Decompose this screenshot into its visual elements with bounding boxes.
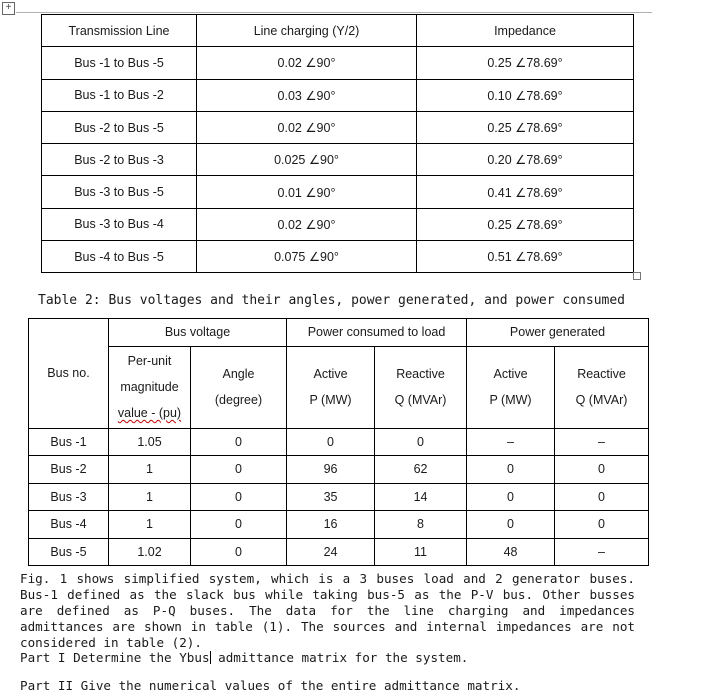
bus-name: Bus -1 xyxy=(29,428,109,456)
reactive-consumed-line1: Reactive xyxy=(396,367,445,381)
bus-p-load: 0 xyxy=(287,428,375,456)
header-line-charging: Line charging (Y/2) xyxy=(197,15,417,47)
bus-voltage: 1 xyxy=(109,511,191,539)
angle-line2: (degree) xyxy=(214,393,263,407)
bus-q-load: 62 xyxy=(375,456,467,484)
bus-voltage: 1 xyxy=(109,456,191,484)
table-row xyxy=(29,456,649,484)
bus-p-gen: 0 xyxy=(467,483,555,511)
header-transmission-line: Transmission Line xyxy=(42,15,197,47)
bus-p-gen: 0 xyxy=(467,511,555,539)
bus-name: Bus -3 xyxy=(29,483,109,511)
line-charging: 0.025 ∠90° xyxy=(197,144,417,176)
header-reactive-generated xyxy=(555,346,649,428)
table-row xyxy=(29,483,649,511)
bus-name: Bus -2 xyxy=(29,456,109,484)
line-charging: 0.075 ∠90° xyxy=(197,241,417,273)
bus-voltage: 1 xyxy=(109,483,191,511)
reactive-generated-line1: Reactive xyxy=(577,367,626,381)
active-generated-line2: P (MW) xyxy=(489,393,532,407)
bus-voltage: 1.02 xyxy=(109,538,191,566)
bus-voltage: 1.05 xyxy=(109,428,191,456)
bus-q-gen: – xyxy=(555,428,649,456)
line-charging: 0.01 ∠90° xyxy=(197,176,417,208)
description-paragraph: Fig. 1 shows simplified system, which is a 3 buses load and 2 generator buses. Bus-1 defined as the slack bus while taking bus-5 as the P-V bus. Other busses are defined as P-Q buses. The data for the line charging and impedances admittances are shown in table (1). The sources and internal impedances are not considered in table (2). xyxy=(20,571,635,650)
part-one-after: admittance matrix for the system. xyxy=(210,650,469,665)
line-impedance: 0.25 ∠78.69° xyxy=(417,111,634,143)
line-charging: 0.02 ∠90° xyxy=(197,111,417,143)
line-impedance: 0.20 ∠78.69° xyxy=(417,144,634,176)
table-row xyxy=(29,428,649,456)
bus-q-gen: 0 xyxy=(555,456,649,484)
active-generated-line1: Active xyxy=(493,367,528,381)
header-per-unit xyxy=(109,346,191,428)
active-consumed-line1: Active xyxy=(313,367,348,381)
bus-p-load: 24 xyxy=(287,538,375,566)
line-charging: 0.03 ∠90° xyxy=(197,79,417,111)
bus-name: Bus -4 xyxy=(29,511,109,539)
bus-q-load: 8 xyxy=(375,511,467,539)
per-unit-line1: Per-unit xyxy=(127,354,172,368)
line-name: Bus -2 to Bus -3 xyxy=(42,144,197,176)
angle-line1: Angle xyxy=(222,367,255,381)
part-one-before: Part I Determine the Ybus xyxy=(20,650,210,665)
part-two-text[interactable]: Part II Give the numerical values of the entire admittance matrix. xyxy=(20,678,521,693)
bus-name: Bus -5 xyxy=(29,538,109,566)
line-impedance: 0.51 ∠78.69° xyxy=(417,241,634,273)
line-name: Bus -2 to Bus -5 xyxy=(42,111,197,143)
per-unit-line3-text: value - (pu) xyxy=(117,406,182,420)
bus-p-gen: 48 xyxy=(467,538,555,566)
per-unit-line3 xyxy=(109,400,190,426)
line-charging: 0.02 ∠90° xyxy=(197,47,417,79)
bus-p-load: 16 xyxy=(287,511,375,539)
bus-angle: 0 xyxy=(191,456,287,484)
line-data-table xyxy=(41,14,634,273)
table-resize-handle[interactable] xyxy=(633,272,641,280)
header-impedance: Impedance xyxy=(417,15,634,47)
table-row xyxy=(42,241,634,273)
line-impedance: 0.25 ∠78.69° xyxy=(417,47,634,79)
table-row xyxy=(42,176,634,208)
table2-caption: Table 2: Bus voltages and their angles, power generated, and power consumed xyxy=(38,293,625,308)
header-bus-voltage: Bus voltage xyxy=(109,319,287,347)
bus-p-gen: – xyxy=(467,428,555,456)
line-name: Bus -4 to Bus -5 xyxy=(42,241,197,273)
bus-p-gen: 0 xyxy=(467,456,555,484)
line-impedance: 0.41 ∠78.69° xyxy=(417,176,634,208)
table-row xyxy=(29,511,649,539)
bus-p-load: 96 xyxy=(287,456,375,484)
part-one-text[interactable] xyxy=(20,650,468,665)
line-name: Bus -1 to Bus -2 xyxy=(42,79,197,111)
reactive-generated-line2: Q (MVAr) xyxy=(575,393,628,407)
header-bus-no: Bus no. xyxy=(29,319,109,429)
sub-header-row xyxy=(29,346,649,428)
table-row xyxy=(42,79,634,111)
line-impedance: 0.10 ∠78.69° xyxy=(417,79,634,111)
active-consumed-line2: P (MW) xyxy=(309,393,352,407)
bus-angle: 0 xyxy=(191,538,287,566)
top-rule xyxy=(16,12,652,13)
line-name: Bus -3 to Bus -4 xyxy=(42,208,197,240)
table-move-handle-icon[interactable]: + xyxy=(2,2,15,15)
table-row xyxy=(42,111,634,143)
line-name: Bus -3 to Bus -5 xyxy=(42,176,197,208)
table-row xyxy=(42,208,634,240)
bus-q-gen: 0 xyxy=(555,511,649,539)
table-row xyxy=(42,144,634,176)
bus-angle: 0 xyxy=(191,428,287,456)
bus-data-table xyxy=(28,318,649,566)
bus-q-load: 11 xyxy=(375,538,467,566)
line-charging: 0.02 ∠90° xyxy=(197,208,417,240)
table-row xyxy=(42,47,634,79)
line-name: Bus -1 to Bus -5 xyxy=(42,47,197,79)
bus-angle: 0 xyxy=(191,511,287,539)
per-unit-line2: magnitude xyxy=(120,380,179,394)
bus-p-load: 35 xyxy=(287,483,375,511)
bus-q-load: 0 xyxy=(375,428,467,456)
bus-q-gen: 0 xyxy=(555,483,649,511)
bus-q-gen: – xyxy=(555,538,649,566)
reactive-consumed-line2: Q (MVAr) xyxy=(394,393,447,407)
header-reactive-consumed xyxy=(375,346,467,428)
header-active-consumed xyxy=(287,346,375,428)
table-header-row xyxy=(42,15,634,47)
line-impedance: 0.25 ∠78.69° xyxy=(417,208,634,240)
header-power-consumed: Power consumed to load xyxy=(287,319,467,347)
bus-angle: 0 xyxy=(191,483,287,511)
table-row xyxy=(29,538,649,566)
bus-q-load: 14 xyxy=(375,483,467,511)
header-active-generated xyxy=(467,346,555,428)
group-header-row xyxy=(29,319,649,347)
header-power-generated: Power generated xyxy=(467,319,649,347)
header-angle xyxy=(191,346,287,428)
